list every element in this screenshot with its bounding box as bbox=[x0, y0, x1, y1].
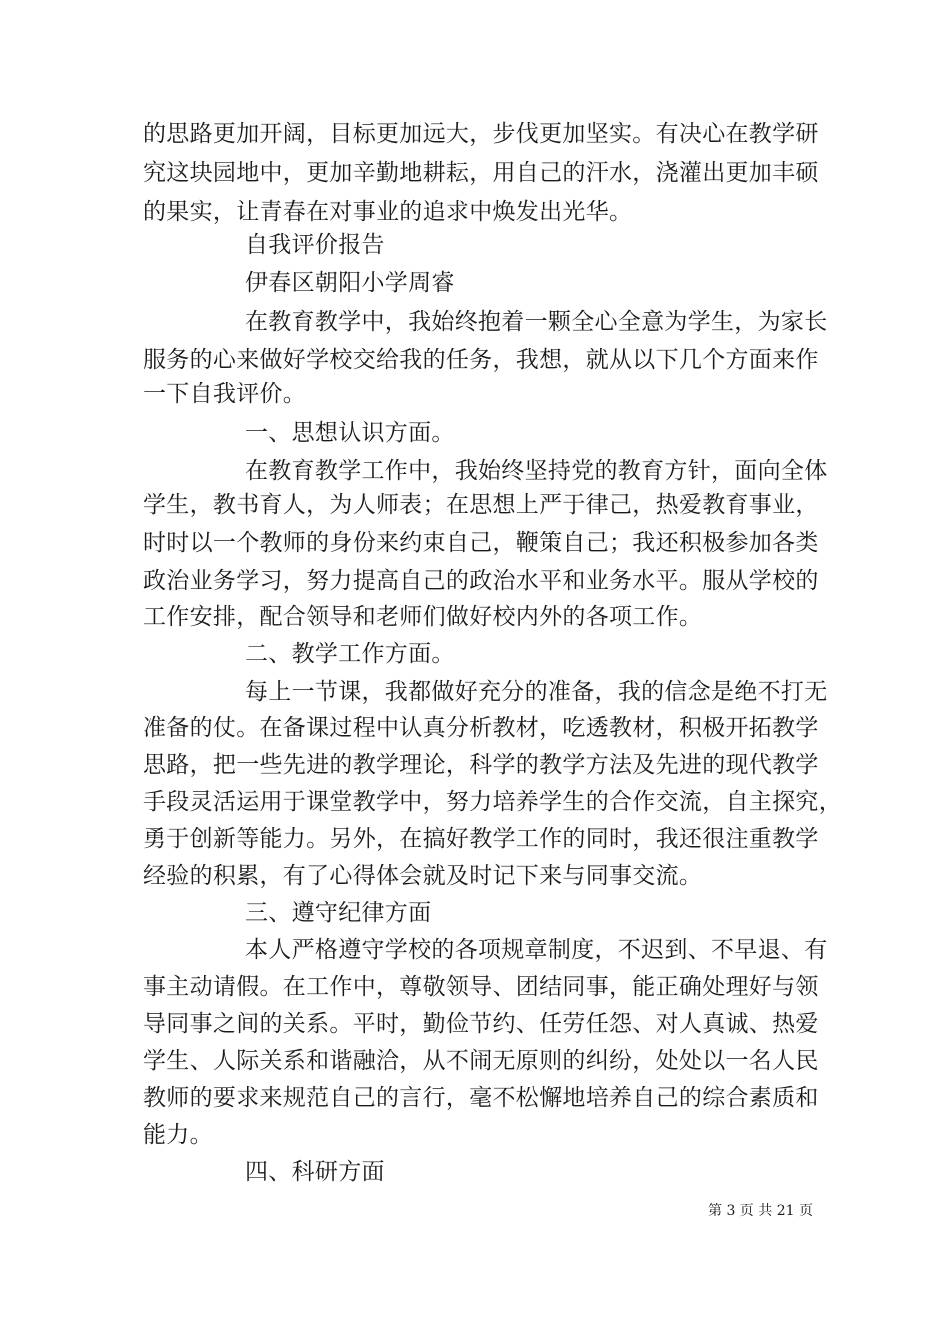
text-line: 究这块园地中，更加辛勤地耕耘，用自己的汗水，浇灌出更加丰硕 bbox=[143, 160, 819, 186]
text-line: 导同事之间的关系。平时，勤俭节约、任劳任怨、对人真诚、热爱 bbox=[143, 1011, 819, 1037]
text-line: 本人严格遵守学校的各项规章制度，不迟到、不早退、有 bbox=[245, 937, 828, 963]
text-line: 在教育教学工作中，我始终坚持党的教育方针，面向全体 bbox=[245, 458, 828, 484]
text-line: 在教育教学中，我始终抱着一颗全心全意为学生，为家长 bbox=[245, 309, 828, 335]
section-heading: 三、遵守纪律方面 bbox=[245, 900, 432, 926]
text-line: 工作安排，配合领导和老师们做好校内外的各项工作。 bbox=[143, 604, 703, 630]
author-line: 伊春区朝阳小学周睿 bbox=[245, 270, 455, 296]
section-heading: 二、教学工作方面。 bbox=[245, 641, 455, 667]
text-line: 服务的心来做好学校交给我的任务，我想，就从以下几个方面来作 bbox=[143, 347, 819, 373]
text-line: 手段灵活运用于课堂教学中，努力培养学生的合作交流，自主探究， bbox=[143, 789, 842, 815]
text-line: 教师的要求来规范自己的言行，毫不松懈地培养自己的综合素质和 bbox=[143, 1085, 819, 1111]
section-title: 自我评价报告 bbox=[245, 232, 385, 258]
text-line: 准备的仗。在备课过程中认真分析教材，吃透教材，积极开拓教学 bbox=[143, 715, 819, 741]
text-line: 一下自我评价。 bbox=[143, 381, 307, 407]
text-line: 学生、人际关系和谐融洽，从不闹无原则的纠纷，处处以一名人民 bbox=[143, 1048, 819, 1074]
text-line: 能力。 bbox=[143, 1122, 213, 1148]
section-heading: 一、思想认识方面。 bbox=[245, 420, 455, 446]
page-number: 第 3 页 共 21 页 bbox=[708, 1203, 813, 1219]
text-line: 勇于创新等能力。另外，在搞好教学工作的同时，我还很注重教学 bbox=[143, 826, 819, 852]
text-line: 思路，把一些先进的教学理论，科学的教学方法及先进的现代教学 bbox=[143, 752, 819, 778]
text-line: 事主动请假。在工作中，尊敬领导、团结同事，能正确处理好与领 bbox=[143, 974, 819, 1000]
text-line: 经验的积累，有了心得体会就及时记下来与同事交流。 bbox=[143, 863, 703, 889]
text-line: 学生，教书育人，为人师表；在思想上严于律己，热爱教育事业， bbox=[143, 492, 819, 518]
text-line: 每上一节课，我都做好充分的准备，我的信念是绝不打无 bbox=[245, 679, 828, 705]
text-line: 的果实，让青春在对事业的追求中焕发出光华。 bbox=[143, 199, 633, 225]
text-line: 的思路更加开阔，目标更加远大，步伐更加坚实。有决心在教学研 bbox=[143, 121, 819, 147]
text-line: 时时以一个教师的身份来约束自己，鞭策自己；我还积极参加各类 bbox=[143, 530, 819, 556]
text-line: 政治业务学习，努力提高自己的政治水平和业务水平。服从学校的 bbox=[143, 568, 819, 594]
section-heading: 四、科研方面 bbox=[245, 1159, 385, 1185]
